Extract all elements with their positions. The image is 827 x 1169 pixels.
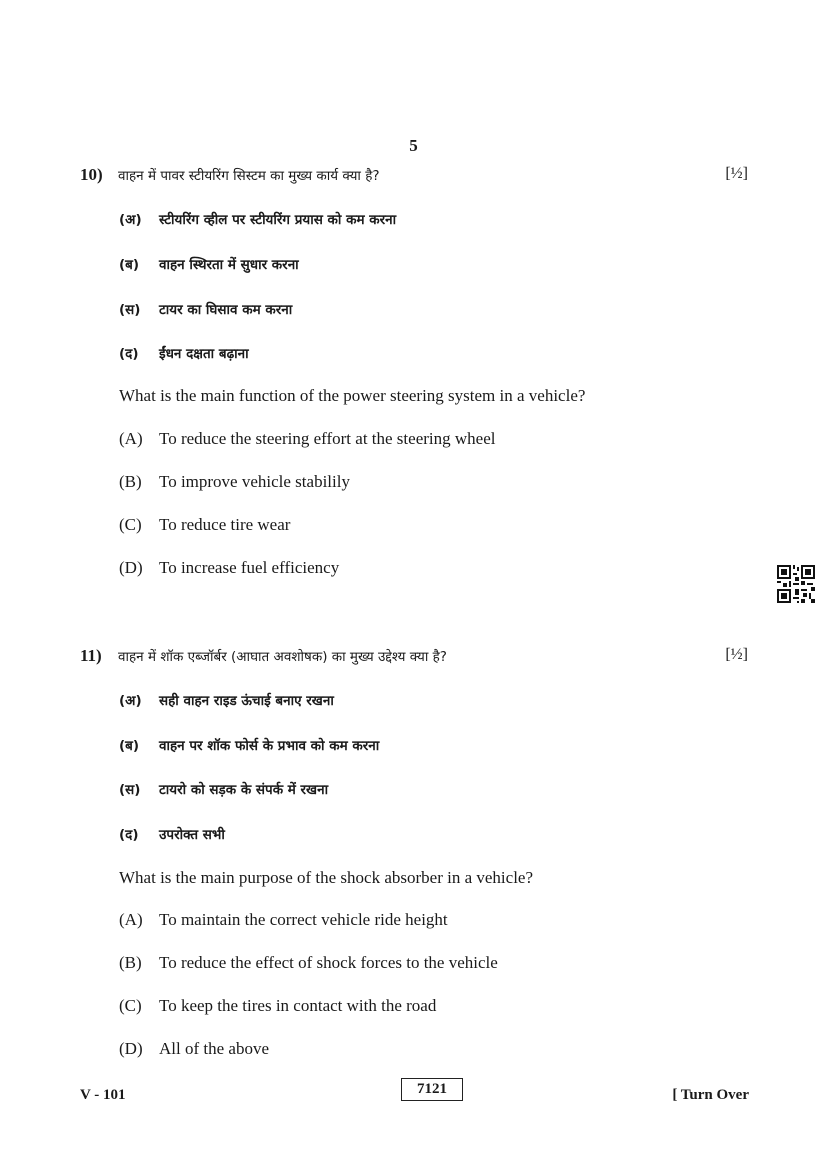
option-hindi-b bbox=[119, 736, 379, 760]
option-hindi-a bbox=[119, 210, 396, 234]
option-text: To reduce the effect of shock forces to the vehicle bbox=[159, 953, 498, 972]
paper-code: V - 101 bbox=[80, 1087, 126, 1103]
option-text: To maintain the correct vehicle ride height bbox=[159, 910, 448, 929]
option-english-c bbox=[119, 515, 290, 539]
turn-over-label: [ Turn Over bbox=[672, 1087, 749, 1103]
option-text: To reduce the steering effort at the steering wheel bbox=[159, 429, 496, 448]
option-label: (अ) bbox=[119, 693, 142, 709]
option-text: To keep the tires in contact with the road bbox=[159, 996, 437, 1015]
question-marks: [½] bbox=[725, 165, 748, 182]
option-label: (B) bbox=[119, 953, 142, 972]
question-header bbox=[80, 646, 750, 670]
option-text: टायर का घिसाव कम करना bbox=[159, 302, 293, 318]
question-text-english: What is the main function of the power steering system in a vehicle? bbox=[119, 386, 586, 405]
option-label: (D) bbox=[119, 1039, 143, 1058]
option-label: (ब) bbox=[119, 738, 140, 754]
option-hindi-b bbox=[119, 255, 299, 279]
option-hindi-c bbox=[119, 780, 328, 804]
option-label: (A) bbox=[119, 429, 143, 448]
option-english-d bbox=[119, 558, 339, 582]
option-label: (C) bbox=[119, 996, 142, 1015]
option-text: टायरो को सड़क के संपर्क में रखना bbox=[159, 782, 329, 798]
option-label: (A) bbox=[119, 910, 143, 929]
option-text: To reduce tire wear bbox=[159, 515, 291, 534]
option-hindi-d bbox=[119, 825, 225, 849]
question-text-english: What is the main purpose of the shock absorber in a vehicle? bbox=[119, 868, 534, 887]
option-english-d bbox=[119, 1039, 269, 1063]
option-label: (C) bbox=[119, 515, 142, 534]
option-label: (अ) bbox=[119, 212, 142, 228]
option-label: (द) bbox=[119, 346, 139, 362]
option-english-b bbox=[119, 472, 350, 496]
question-number: 11) bbox=[80, 646, 102, 665]
option-english-a bbox=[119, 429, 495, 453]
option-text: सही वाहन राइड ऊंचाई बनाए रखना bbox=[159, 693, 334, 709]
option-text: स्टीयरिंग व्हील पर स्टीयरिंग प्रयास को कम करना bbox=[159, 212, 397, 228]
option-text: To increase fuel efficiency bbox=[159, 558, 340, 577]
option-english-b bbox=[119, 953, 498, 977]
qr-code-icon bbox=[777, 565, 815, 603]
question-text-hindi: वाहन में पावर स्टीयरिंग सिस्टम का मुख्य कार्य क्या है? bbox=[118, 168, 380, 184]
option-label: (स) bbox=[119, 302, 141, 318]
option-label: (ब) bbox=[119, 257, 140, 273]
question-marks: [½] bbox=[725, 646, 748, 663]
option-english-a bbox=[119, 910, 448, 934]
option-text: उपरोक्त सभी bbox=[159, 827, 225, 843]
option-text: To improve vehicle stabilily bbox=[159, 472, 350, 491]
page-number: 5 bbox=[409, 136, 418, 155]
set-code-box: 7121 bbox=[401, 1078, 463, 1101]
option-hindi-d bbox=[119, 344, 249, 368]
option-english-c bbox=[119, 996, 436, 1020]
option-text: ईंधन दक्षता बढ़ाना bbox=[159, 346, 249, 362]
option-text: All of the above bbox=[159, 1039, 269, 1058]
option-label: (D) bbox=[119, 558, 143, 577]
option-hindi-a bbox=[119, 691, 334, 715]
question-header bbox=[80, 165, 750, 189]
option-text: वाहन पर शॉक फोर्स के प्रभाव को कम करना bbox=[159, 738, 380, 754]
question-text-hindi: वाहन में शॉक एब्जॉर्बर (आघात अवशोषक) का मुख्य उद्देश्य क्या है? bbox=[118, 649, 447, 665]
option-label: (B) bbox=[119, 472, 142, 491]
option-text: वाहन स्थिरता में सुधार करना bbox=[159, 257, 299, 273]
question-number: 10) bbox=[80, 165, 103, 184]
option-hindi-c bbox=[119, 300, 292, 324]
option-label: (स) bbox=[119, 782, 141, 798]
option-label: (द) bbox=[119, 827, 139, 843]
